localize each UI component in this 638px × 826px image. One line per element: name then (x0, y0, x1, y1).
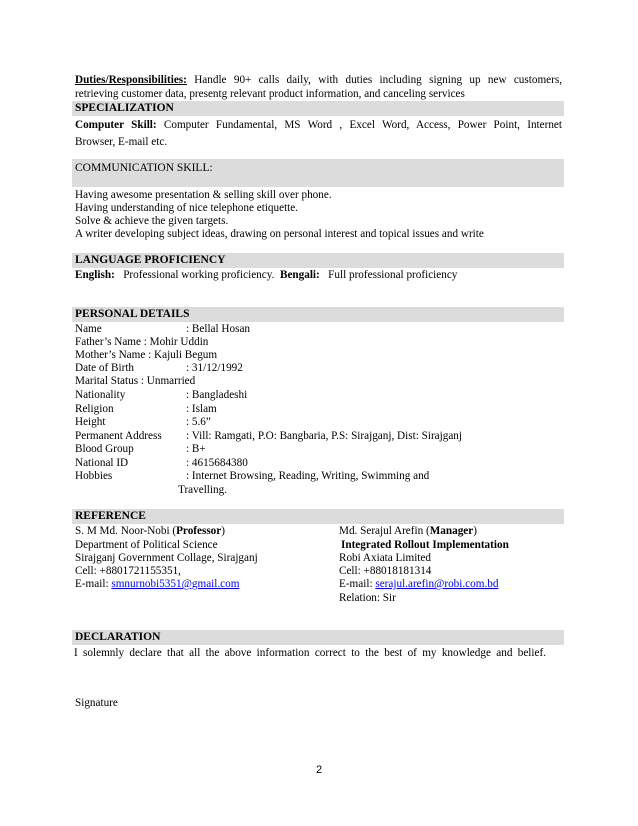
dob-value: : 31/12/1992 (186, 362, 243, 374)
personal-details-bar (72, 307, 564, 322)
blood-group-value: : B+ (186, 443, 206, 455)
duties-text-1: Handle 90+ calls daily, with duties including signing up new customers, (194, 74, 563, 86)
reference-left-name-text: S. M Md. Noor-Nobi ( (75, 525, 177, 537)
computer-skill-line-2: Browser, E-mail etc. (75, 136, 168, 148)
communication-line: Having understanding of nice telephone etiquette. (75, 202, 299, 214)
nationality-label: Nationality (75, 389, 126, 401)
page-number: 2 (315, 764, 323, 776)
reference-right-name (339, 525, 477, 538)
reference-right-email-line (339, 578, 498, 591)
hobbies-value: : Internet Browsing, Reading, Writing, Swimming and (186, 470, 430, 482)
specialization-bar (72, 101, 564, 116)
language-heading: LANGUAGE PROFICIENCY (75, 254, 226, 266)
personal-details-heading: PERSONAL DETAILS (75, 308, 190, 320)
name-value: : Bellal Hosan (186, 323, 251, 335)
reference-left-close: ) (221, 525, 225, 537)
signature-label: Signature (75, 697, 118, 709)
address-value: : Vill: Ramgati, P.O: Bangbaria, P.S: Sirajganj, Dist: Sirajganj (186, 430, 463, 442)
language-bar (72, 253, 564, 268)
reference-bar (72, 509, 564, 524)
reference-left-dept: Department of Political Science (75, 539, 218, 551)
communication-bar (72, 159, 564, 187)
reference-left-name (75, 525, 225, 538)
computer-skill-line-1 (75, 119, 562, 133)
national-id-value: : 4615684380 (186, 457, 248, 469)
reference-heading: REFERENCE (75, 510, 146, 522)
language-line (75, 269, 457, 282)
reference-right-title: Manager (429, 525, 474, 537)
declaration-text: I solemnly declare that all the above information correct to the best of my knowledge and belief. (74, 647, 546, 659)
communication-heading: COMMUNICATION SKILL: (75, 162, 213, 174)
duties-label: Duties/Responsibilities: (75, 74, 187, 86)
reference-left-org: Sirajganj Government Collage, Sirajganj (75, 552, 258, 564)
computer-skill-text-1: Computer Fundamental, MS Word , Excel Word, Access, Power Point, Internet (163, 119, 563, 131)
english-label: English: (75, 269, 115, 281)
address-label: Permanent Address (75, 430, 162, 442)
duties-line-2: retrieving customer data, presentg relevant product information, and canceling services (75, 88, 465, 100)
reference-left-email-line (75, 578, 239, 591)
reference-right-email-label: E-mail: (339, 578, 376, 590)
blood-group-label: Blood Group (75, 443, 134, 455)
specialization-heading: SPECIALIZATION (75, 102, 174, 114)
mother-name: Mother’s Name : Kajuli Begum (75, 349, 218, 361)
declaration-bar (72, 630, 564, 645)
reference-left-email-label: E-mail: (75, 578, 112, 590)
height-label: Height (75, 416, 106, 428)
marital-status: Marital Status : Unmarried (75, 375, 196, 387)
dob-label: Date of Birth (75, 362, 135, 374)
communication-line: A writer developing subject ideas, drawing on personal interest and topical issues and write (75, 228, 484, 240)
name-label: Name (75, 323, 102, 335)
reference-right-cell: Cell: +88018181314 (339, 565, 432, 577)
height-value: : 5.6” (186, 416, 211, 428)
nationality-value: : Bangladeshi (186, 389, 248, 401)
reference-right-org: Robi Axiata Limited (339, 552, 431, 564)
duties-line-1 (75, 74, 562, 88)
reference-right-name-text: Md. Serajul Arefin ( (339, 525, 430, 537)
reference-right-close: ) (473, 525, 477, 537)
religion-label: Religion (75, 403, 114, 415)
reference-left-title: Professor (176, 525, 222, 537)
declaration-heading: DECLARATION (75, 631, 161, 643)
bengali-label: Bengali: (279, 269, 320, 281)
father-name: Father’s Name : Mohir Uddin (75, 336, 209, 348)
religion-value: : Islam (186, 403, 217, 415)
national-id-label: National ID (75, 457, 129, 469)
bengali-value: Full professional proficiency (328, 269, 458, 281)
reference-left-email-link[interactable]: smnurnobi5351@gmail.com (111, 578, 240, 590)
communication-line: Having awesome presentation & selling skill over phone. (75, 189, 332, 201)
hobbies-label: Hobbies (75, 470, 113, 482)
reference-right-relation: Relation: Sir (339, 592, 396, 604)
reference-right-position: Integrated Rollout Implementation (341, 539, 509, 551)
hobbies-value-continued: Travelling. (178, 484, 227, 496)
computer-skill-label: Computer Skill: (75, 119, 157, 131)
reference-right-email-link[interactable]: serajul.arefin@robi.com.bd (375, 578, 499, 590)
english-value: Professional working proficiency. (123, 269, 275, 281)
reference-left-cell: Cell: +8801721155351, (75, 565, 181, 577)
communication-line: Solve & achieve the given targets. (75, 215, 229, 227)
